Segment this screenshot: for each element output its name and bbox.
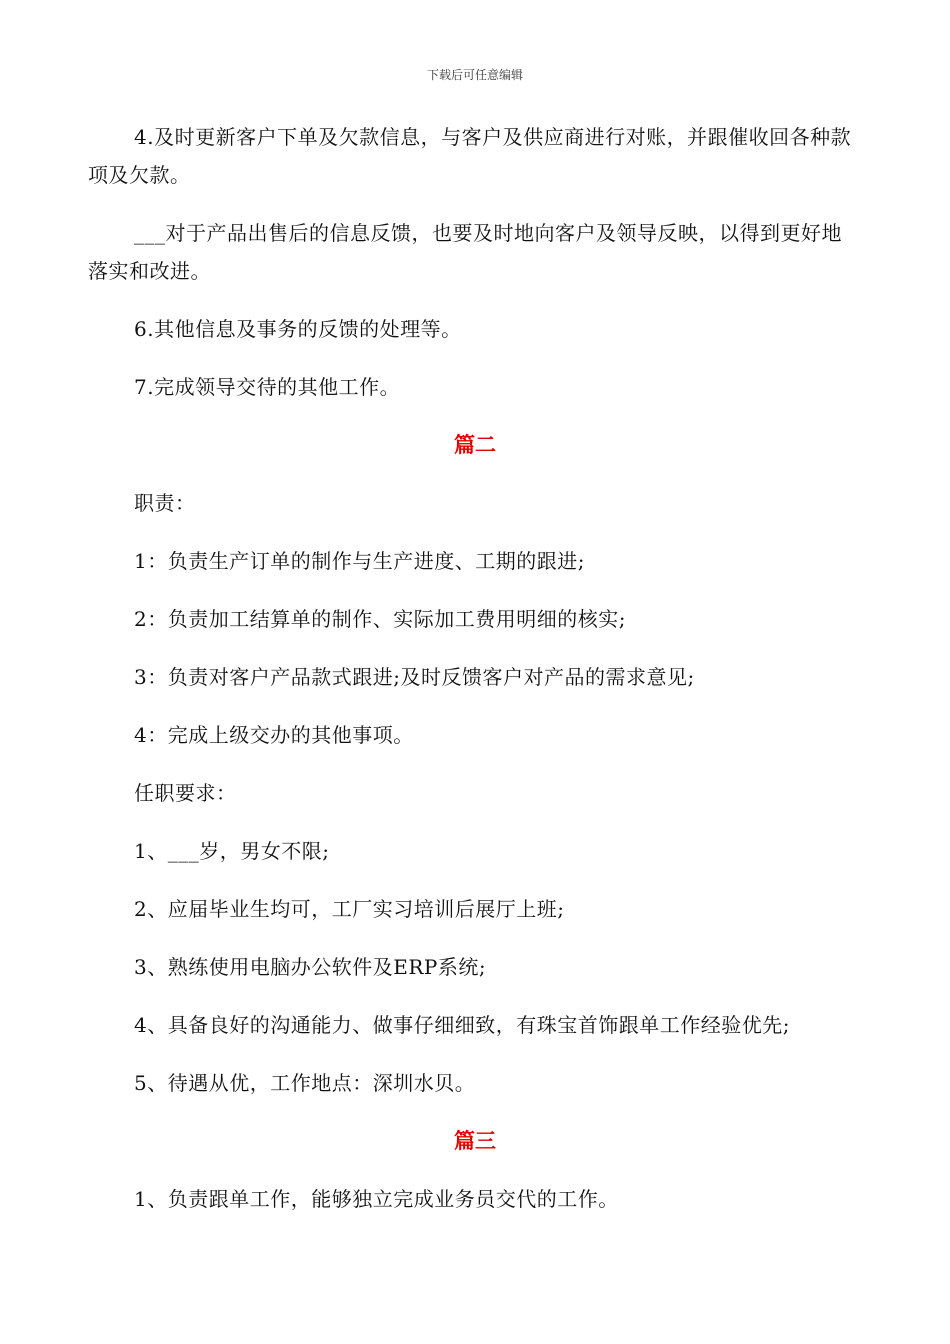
paragraph: 6.其他信息及事务的反馈的处理等。 [134, 317, 462, 341]
paragraph: 2：负责加工结算单的制作、实际加工费用明细的核实; [134, 607, 626, 631]
paragraph: 4、具备良好的沟通能力、做事仔细细致，有珠宝首饰跟单工作经验优先; [134, 1013, 790, 1037]
paragraph: 5、待遇从优，工作地点：深圳水贝。 [134, 1071, 476, 1095]
paragraph: 1、负责跟单工作，能够独立完成业务员交代的工作。 [134, 1187, 619, 1211]
paragraph: 1：负责生产订单的制作与生产进度、工期的跟进; [134, 549, 585, 573]
paragraph: 职责： [134, 491, 196, 515]
paragraph: 4.及时更新客户下单及欠款信息，与客户及供应商进行对账，并跟催收回各种款项及欠款。 [88, 125, 852, 187]
paragraph: 4：完成上级交办的其他事项。 [134, 723, 414, 747]
section-heading-2: 篇二 [454, 433, 496, 457]
paragraph: 1、___岁，男女不限; [134, 839, 330, 863]
paragraph: 3、熟练使用电脑办公软件及ERP系统; [134, 955, 487, 979]
document-body [88, 118, 862, 1238]
paragraph: 2、应届毕业生均可，工厂实习培训后展厅上班; [134, 897, 565, 921]
paragraph: 任职要求： [134, 781, 237, 805]
page-header: 下载后可任意编辑 [426, 68, 523, 82]
paragraph: 3：负责对客户产品款式跟进;及时反馈客户对产品的需求意见; [134, 665, 695, 689]
paragraph: ___对于产品出售后的信息反馈，也要及时地向客户及领导反映，以得到更好地落实和改进。 [88, 221, 842, 283]
paragraph: 7.完成领导交待的其他工作。 [134, 375, 401, 399]
section-heading-3: 篇三 [454, 1129, 496, 1153]
